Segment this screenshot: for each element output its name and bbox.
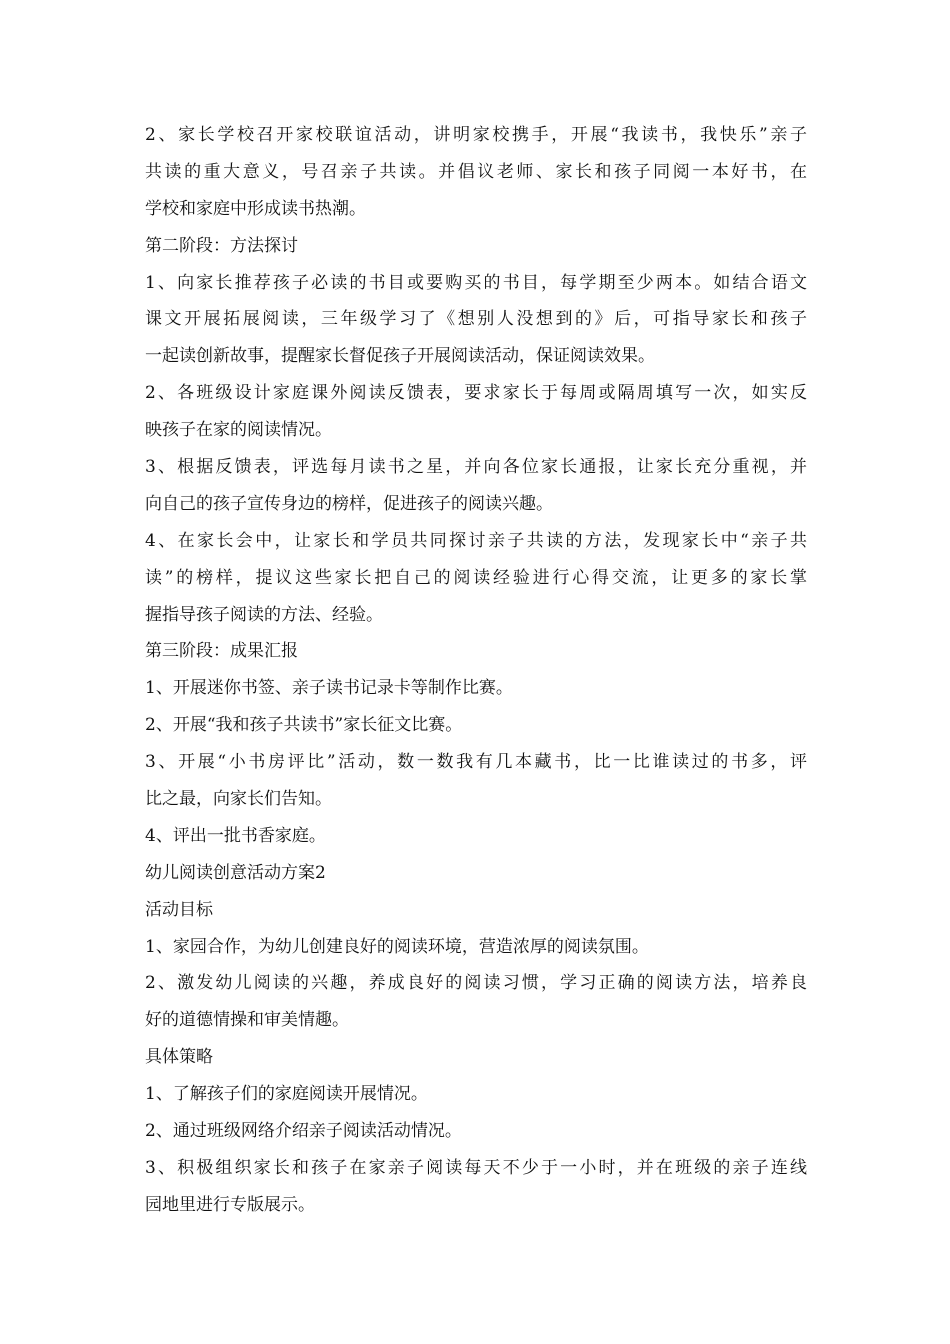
text-line: 1、家园合作，为幼儿创建良好的阅读环境，营造浓厚的阅读氛围。 [145, 936, 649, 957]
document-subtitle: 幼儿阅读创意活动方案2 [145, 862, 326, 883]
section-heading: 活动目标 [145, 899, 213, 920]
section-heading: 第三阶段：成果汇报 [145, 641, 298, 662]
text-line: 课文开展拓展阅读，三年级学习了《想别人没想到的》后，可指导家长和孩子 [145, 309, 807, 330]
text-line: 3、开展“小书房评比”活动，数一数我有几本藏书，比一比谁读过的书多，评 [145, 752, 807, 773]
document-page [145, 117, 807, 1224]
text-line: 映孩子在家的阅读情况。 [145, 420, 332, 441]
text-line: 1、了解孩子们的家庭阅读开展情况。 [145, 1084, 428, 1105]
text-line: 2、家长学校召开家校联谊活动，讲明家校携手，开展“我读书，我快乐”亲子 [145, 125, 807, 145]
text-line: 3、根据反馈表，评选每月读书之星，并向各位家长通报，让家长充分重视，并 [145, 457, 807, 478]
text-line: 园地里进行专版展示。 [145, 1194, 315, 1215]
text-line: 4、评出一批书香家庭。 [145, 825, 326, 846]
text-line: 4、在家长会中，让家长和学员共同探讨亲子共读的方法，发现家长中“亲子共 [145, 530, 807, 551]
text-line: 握指导孩子阅读的方法、经验。 [145, 604, 383, 625]
text-line: 比之最，向家长们告知。 [145, 789, 332, 810]
text-line: 2、各班级设计家庭课外阅读反馈表，要求家长于每周或隔周填写一次，如实反 [145, 383, 807, 404]
text-line: 好的道德情操和审美情趣。 [145, 1010, 349, 1031]
text-line: 一起读创新故事，提醒家长督促孩子开展阅读活动，保证阅读效果。 [145, 346, 655, 367]
text-line: 学校和家庭中形成读书热潮。 [145, 198, 366, 219]
text-line: 2、激发幼儿阅读的兴趣，养成良好的阅读习惯，学习正确的阅读方法，培养良 [145, 973, 807, 994]
text-line: 1、向家长推荐孩子必读的书目或要购买的书目，每学期至少两本。如结合语文 [145, 272, 807, 293]
text-line: 1、开展迷你书签、亲子读书记录卡等制作比赛。 [145, 678, 513, 699]
section-heading: 第二阶段：方法探讨 [145, 235, 298, 256]
text-line: 向自己的孩子宣传身边的榜样，促进孩子的阅读兴趣。 [145, 493, 553, 514]
section-heading: 具体策略 [145, 1047, 213, 1068]
text-line: 共读的重大意义，号召亲子共读。并倡议老师、家长和孩子同阅一本好书，在 [145, 161, 807, 182]
text-line: 2、通过班级网络介绍亲子阅读活动情况。 [145, 1121, 462, 1142]
text-line: 读”的榜样，提议这些家长把自己的阅读经验进行心得交流，让更多的家长掌 [145, 567, 807, 588]
text-line: 2、开展“我和孩子共读书”家长征文比赛。 [145, 715, 463, 736]
text-line: 3、积极组织家长和孩子在家亲子阅读每天不少于一小时，并在班级的亲子连线 [145, 1157, 807, 1178]
